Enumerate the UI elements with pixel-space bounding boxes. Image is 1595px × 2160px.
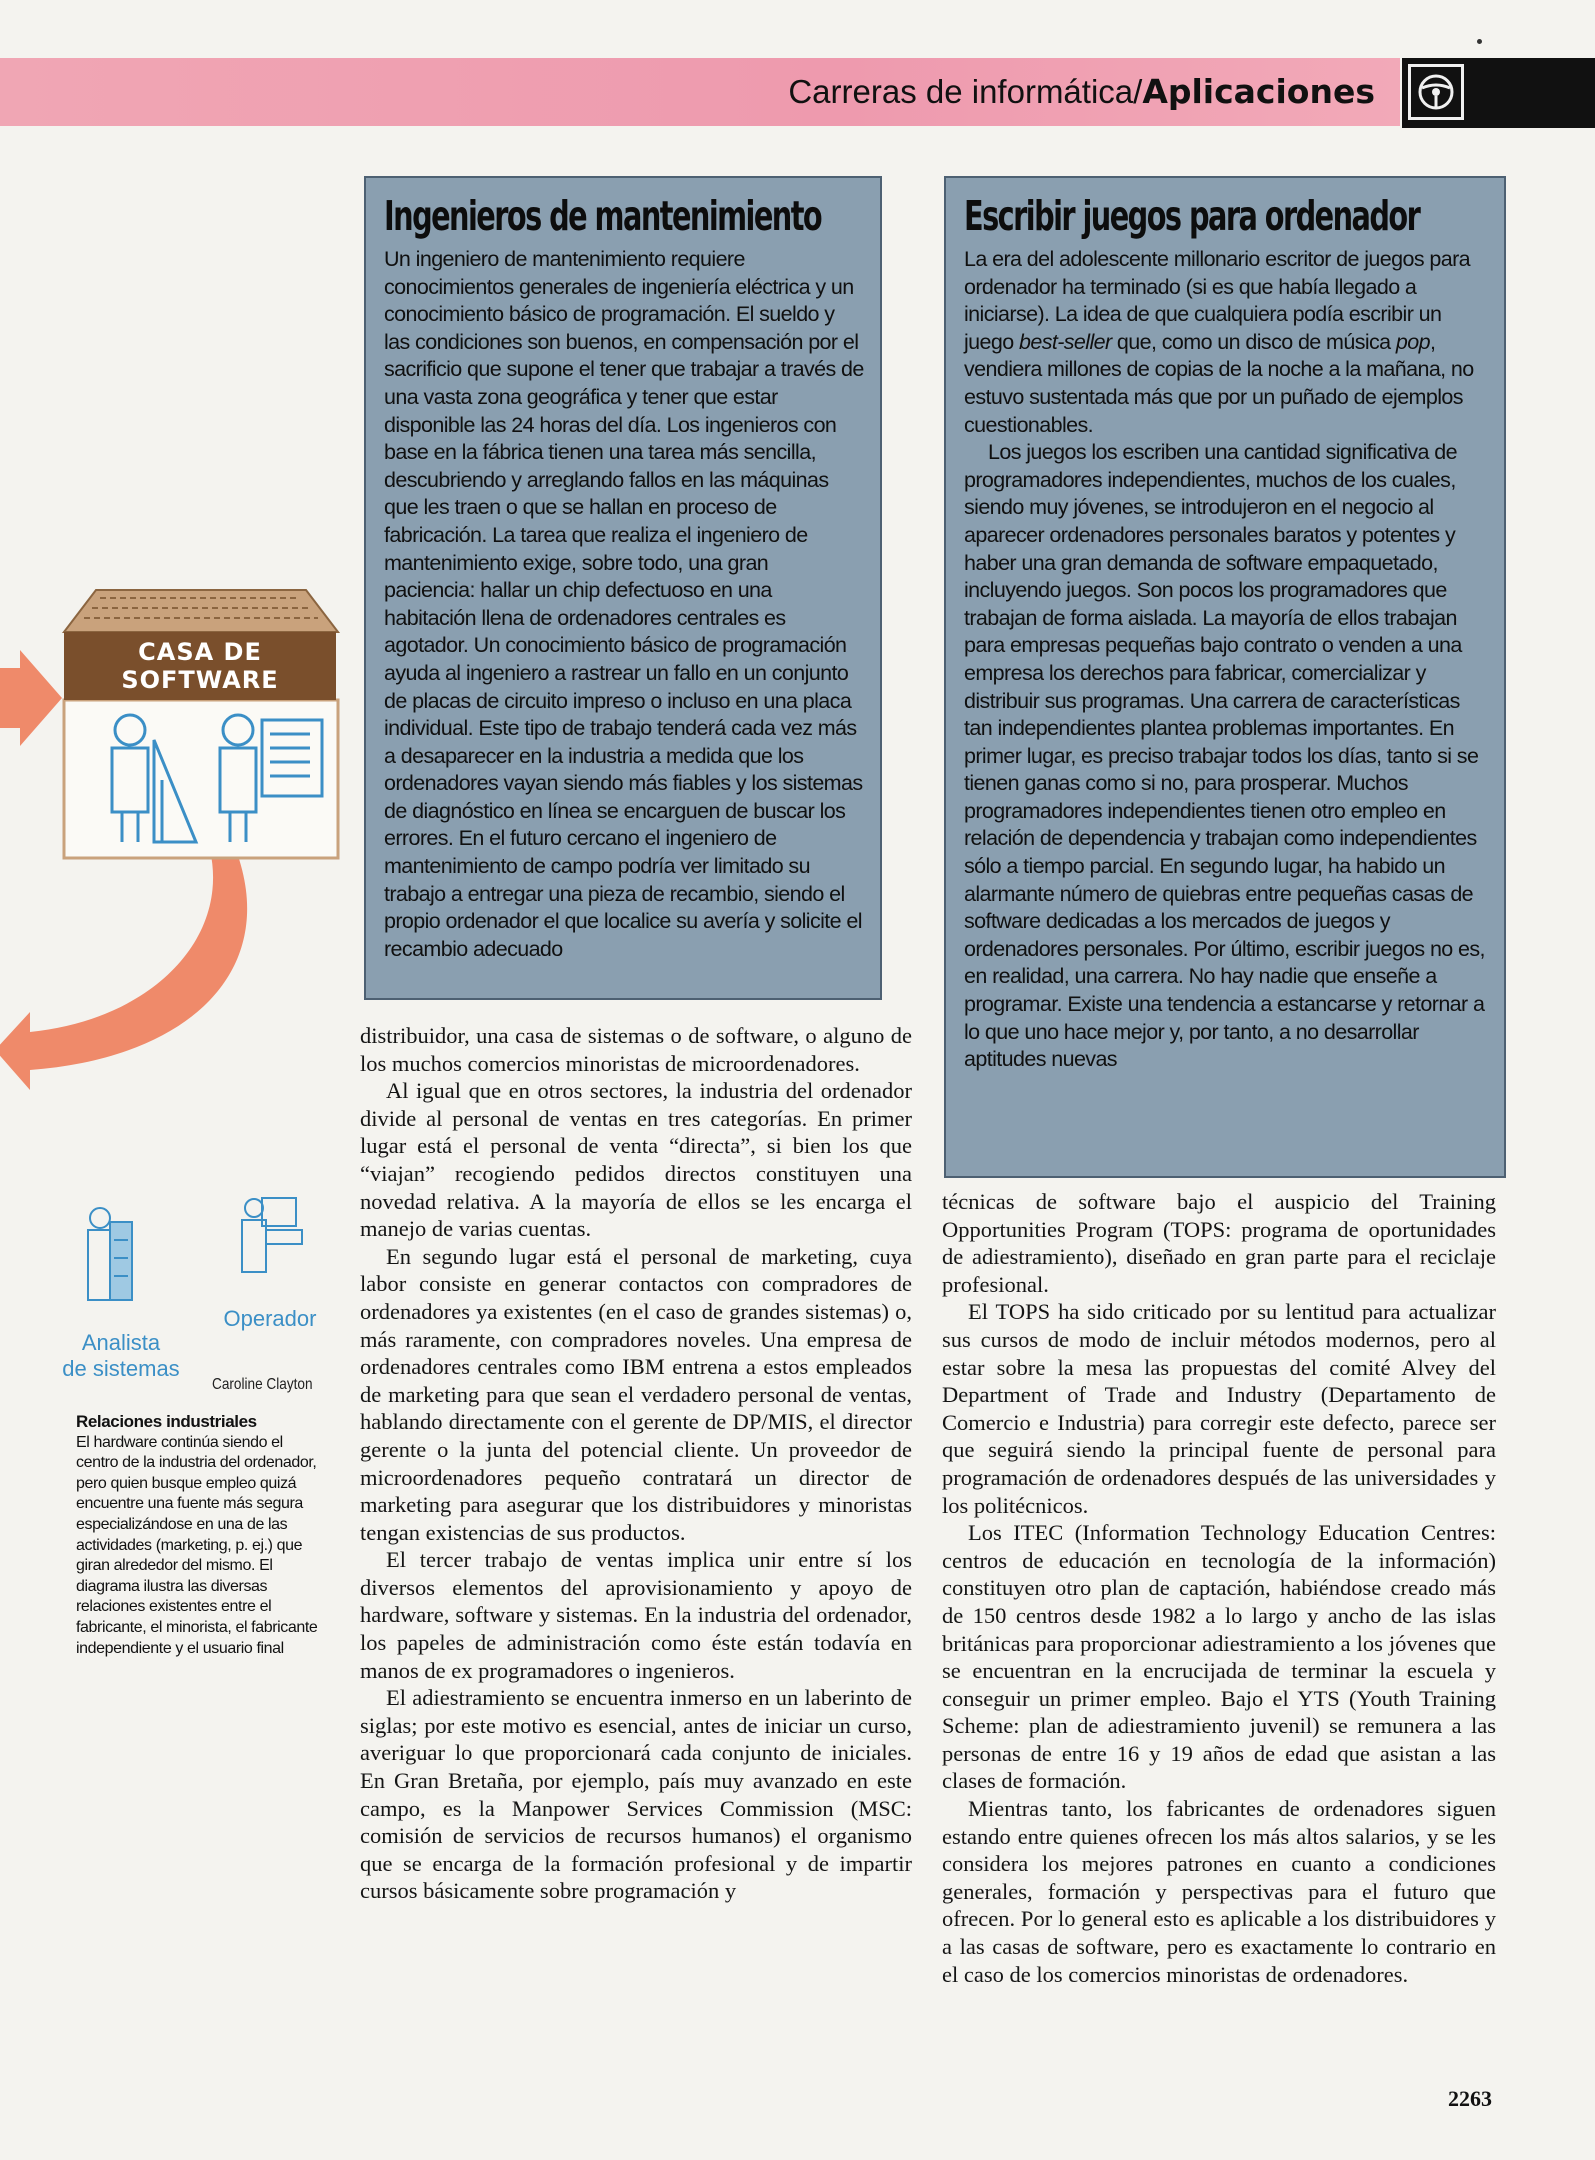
maintenance-engineers-box: [364, 176, 882, 1000]
analyst-label: [56, 1330, 186, 1382]
curved-arrow-icon: [0, 850, 247, 1090]
caption-title: Relaciones industriales: [76, 1412, 257, 1431]
analyst-figure-icon: [80, 1200, 140, 1310]
corner-dot: [1477, 39, 1482, 44]
illustration-credit: Caroline Clayton: [212, 1376, 313, 1393]
body-left-paragraph-3: En segundo lugar está el personal de marketing, cuya labor consiste en generar contactos con compradores de ordenadores ya existentes (en el caso de grandes sistemas) o, más raramente, con compradores noveles. Una empresa de ordenadores centrales como IBM entrena a estos empleados de marketing para que sean el verdadero personal de ventas, hablando directamente con el gerente de DP/MIS, el director gerente o la junta del potencial cliente. Un proveedor de microordenadores pequeño contratará un director de marketing para asegurar que los distribuidores y minoristas tengan existencias de sus productos.: [360, 1243, 912, 1545]
operator-figure-icon: [236, 1190, 306, 1280]
box-left-body: [384, 246, 864, 963]
body-right-paragraph-2: El TOPS ha sido criticado por su lentitud para actualizar sus cursos de modo de incluir métodos modernos, pero al estar sobre la mesa las propuestas del comité Alvey del Department of Trade and Industry (Departamento de Comercio e Industria) para corregir este defecto, parece ser que seguirá siendo la principal fuente de personal para programación de ordenadores después de las universidades y los politécnicos.: [942, 1299, 1496, 1518]
box-right-p1-em1: best-seller: [1018, 329, 1112, 354]
body-left-paragraph-1: distribuidor, una casa de sistemas o de software, o alguno de los muchos comercios minoristas de microordenadores.: [360, 1023, 912, 1076]
house-roof-icon: [64, 590, 338, 632]
box-right-p1-em2: pop: [1395, 329, 1430, 354]
running-header: [788, 70, 1375, 114]
steering-wheel-icon: [1408, 64, 1464, 120]
box-right-title: Escribir juegos para ordenador: [964, 192, 1420, 240]
box-right-paragraph-2: Los juegos los escriben una cantidad significativa de programadores independientes, muchos de los cuales, siendo muy jóvenes, se introdujeron en el negocio al aparecer ordenadores personales baratos y potentes y haber una gran demanda de software empaquetado, incluyendo juegos. Son pocos los programadores que trabajan de forma aislada. La mayoría de ellos trabajan para empresas pequeñas bajo contrato o venden a una empresa los derechos para fabricar, comercializar y distribuir sus programas. Una carrera de características tan independientes plantea problemas importantes. En primer lugar, es preciso trabajar todos los días, tanto si se tienen ganas como si no, para prosperar. Muchos programadores independientes tienen otro empleo en relación de dependencia y trabajan como independientes sólo a tiempo parcial. En segundo lugar, ha habido un alarmante número de quiebras entre pequeñas casas de software dedicadas a los mercados de juegos y ordenadores personales. Por último, escribir juegos no es, en realidad, una carrera. No hay nadie que enseñe a programar. Existe una tendencia a estancarse y retornar a lo que uno hace mejor y, por tanto, a no desarrollar aptitudes nuevas: [964, 440, 1485, 1072]
incoming-arrow-icon: [0, 650, 62, 746]
box-right-body: [964, 246, 1486, 1074]
box-left-title: Ingenieros de mantenimiento: [384, 192, 822, 240]
analyst-label-line1: Analista: [81, 1330, 161, 1355]
header-topic: Aplicaciones: [1142, 72, 1375, 111]
body-column-right: [942, 1188, 1496, 1988]
box-right-p1-a: La era del adolescente millonario escritor de juegos para ordenador ha terminado (si es que había llegado a iniciarse). La idea de que cualquiera podía escribir un juego: [964, 247, 1471, 354]
software-house-label: [64, 632, 336, 700]
analyst-label-line2: de sistemas: [62, 1356, 180, 1381]
body-left-paragraph-4: El tercer trabajo de ventas implica unir entre sí los diversos elementos del aprovisionamiento y apoyo de hardware, software y sistemas. En la industria del ordenador, los papeles de administración como éste están todavía en manos de ex programadores o ingenieros.: [360, 1547, 912, 1683]
body-left-paragraph-5: El adiestramiento se encuentra inmerso en un laberinto de siglas; por este motivo es esencial, antes de iniciar un curso, averiguar lo que proporcionará cada conjunto de iniciales. En Gran Bretaña, por ejemplo, país muy avanzado en este campo, es la Manpower Services Commission (MSC: comisión de servicios de recursos humanos) el organismo que se encarga de la formación profesional y de impartir cursos básicamente sobre programación y: [360, 1685, 912, 1904]
body-right-paragraph-4: Mientras tanto, los fabricantes de ordenadores siguen estando entre quienes ofrecen los más altos salarios, y se les considera los mejores patrones en cuanto a condiciones generales, formación y perspectivas para el futuro que ofrecen. Por lo general esto es aplicable a los distribuidores y a las casas de software, pero es exactamente lo contrario en el caso de los comercios minoristas de ordenadores.: [942, 1796, 1496, 1987]
body-right-paragraph-3: Los ITEC (Information Technology Education Centres: centros de educación en tecnología de la información) constituyen otro plan de captación, habiéndose creado más de 150 centros desde 1982 a lo largo y ancho de las islas británicas para proporcionar adiestramiento a los jóvenes que se encuentran en la encrucijada de terminar la escuela y conseguir un primer empleo. Bajo el YTS (Youth Training Scheme: plan de adiestramiento juvenil) se remunera a las personas de entre 16 y 19 años de edad que asistan a las clases de formación.: [942, 1520, 1496, 1794]
house-frame: [64, 700, 338, 858]
box-right-p1-c: , vendiera millones de copias de la noche a la mañana, no estuvo sustentada más que por un puñado de ejemplos cuestionables.: [964, 329, 1474, 437]
page-number: 2263: [1448, 2086, 1492, 2111]
caption-text: El hardware continúa siendo el centro de la industria del ordenador, pero quien busque empleo quizá encuentre una fuente más segura especializándose en una de las actividades (marketing, p. ej.) que giran alrededor del mismo. El diagrama ilustra las diversas relaciones existentes entre el fabricante, el minorista, el fabricante independiente y el usuario final: [76, 1433, 318, 1657]
box-right-paragraph-1: [964, 246, 1486, 439]
body-column-left: [360, 1022, 912, 1905]
figure-caption: [76, 1412, 326, 1659]
house-label-line2: SOFTWARE: [121, 666, 279, 694]
body-left-paragraph-2: Al igual que en otros sectores, la industria del ordenador divide al personal de ventas en tres categorías. En primer lugar está el personal de venta “directa”, si bien los que “viajan” recogiendo pedidos directos constituyen una novedad relativa. A la mayoría de ellos se les encarga el manejo de varias cuentas.: [360, 1078, 912, 1242]
header-section: Carreras de informática/: [788, 73, 1143, 110]
box-right-p1-b: que, como un disco de música: [1111, 329, 1396, 354]
house-label-line1: CASA DE: [138, 638, 262, 666]
body-right-paragraph-1: técnicas de software bajo el auspicio del Training Opportunities Program (TOPS: programa de oportunidades de adiestramiento), diseñado en gran parte para el reciclaje profesional.: [942, 1189, 1496, 1297]
box-left-paragraph: Un ingeniero de mantenimiento requiere conocimientos generales de ingeniería eléctrica y un conocimiento básico de programación. El sueldo y las condiciones son buenos, en compensación por el sacrificio que supone el tener que trabajar a través de una vasta zona geográfica y tener que estar disponible las 24 horas del día. Los ingenieros con base en la fábrica tienen una tarea más sencilla, descubriendo y arreglando fallos en las máquinas que les traen o que se hallan en proceso de fabricación. La tarea que realiza el ingeniero de mantenimiento exige, sobre todo, una gran paciencia: hallar un chip defectuoso en una habitación llena de ordenadores centrales es agotador. Un conocimiento básico de programación ayuda al ingeniero a rastrear un fallo en un conjunto de placas de circuito impreso o incluso en una placa individual. Este tipo de trabajo tenderá cada vez más a desaparecer en la industria a medida que los ordenadores vayan siendo más fiables y los sistemas de diagnóstico en línea se encarguen de buscar los errores. En el futuro cercano el ingeniero de mantenimiento de campo podría ver limitado su trabajo a entregar una pieza de recambio, siendo el propio ordenador el que localice su avería y solicite el recambio adecuado: [384, 247, 864, 961]
game-writing-box: [944, 176, 1506, 1178]
operator-label: Operador: [223, 1306, 317, 1331]
